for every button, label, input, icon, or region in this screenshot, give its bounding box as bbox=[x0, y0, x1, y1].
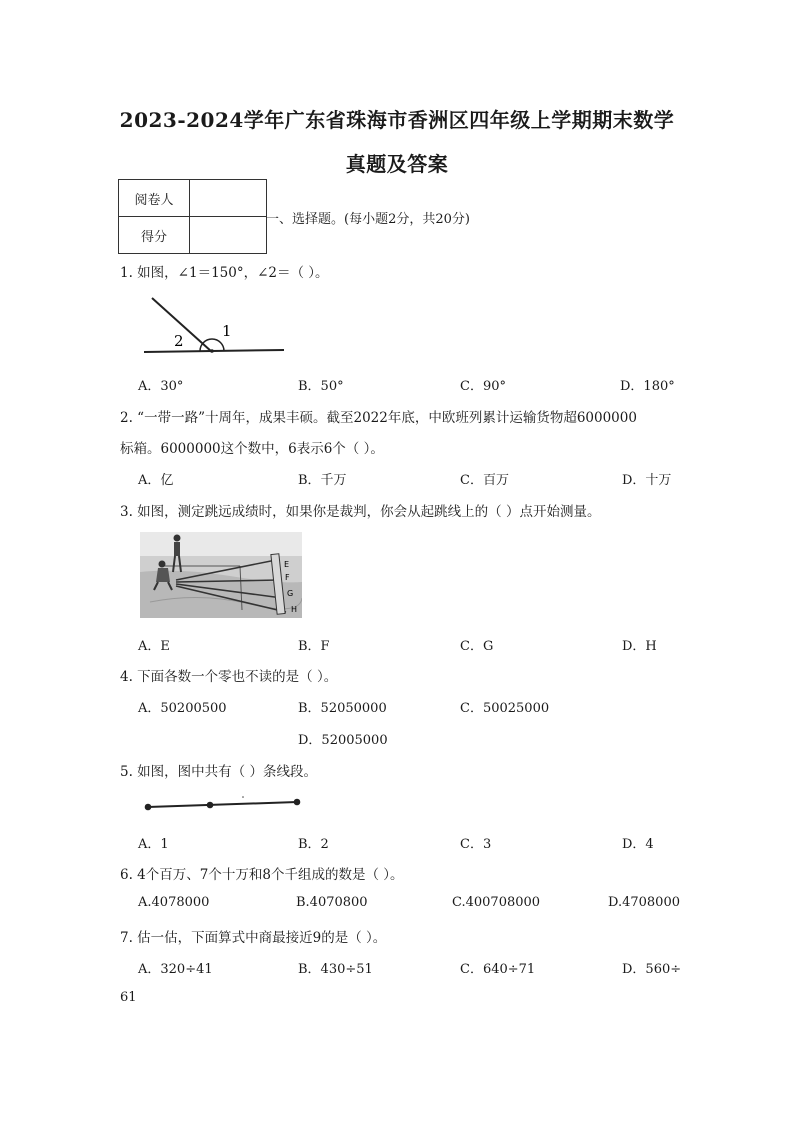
question-3: 3. 如图，测定跳远成绩时，如果你是裁判，你会从起跳线上的（ ）点开始测量。 bbox=[120, 504, 601, 520]
q6-option-c[interactable]: C.400708000 bbox=[452, 895, 541, 910]
q2-option-a[interactable]: A．亿 bbox=[138, 473, 174, 488]
q4-option-b[interactable]: B．52050000 bbox=[298, 701, 387, 716]
question-1: 1. 如图，∠1＝150°，∠2＝（ ）。 bbox=[120, 265, 329, 281]
q2-option-c[interactable]: C．百万 bbox=[460, 473, 509, 488]
q2-option-d[interactable]: D．十万 bbox=[622, 473, 672, 488]
section-heading: 一、选择题。(每小题2分，共20分) bbox=[266, 212, 470, 227]
q3-option-b[interactable]: B．F bbox=[298, 639, 330, 654]
q5-option-a[interactable]: A．1 bbox=[138, 837, 169, 852]
q6-option-d[interactable]: D.4708000 bbox=[608, 895, 680, 910]
angle-figure bbox=[140, 292, 290, 358]
reviewer-label: 阅卷人 bbox=[119, 180, 190, 217]
q4-option-a[interactable]: A．50200500 bbox=[138, 701, 227, 716]
q6-option-b[interactable]: B.4070800 bbox=[296, 895, 368, 910]
q5-option-b[interactable]: B．2 bbox=[298, 837, 329, 852]
page-title-line2: 真题及答案 bbox=[345, 152, 449, 176]
score-label: 得分 bbox=[119, 217, 190, 254]
q1-option-d[interactable]: D．180° bbox=[620, 379, 675, 394]
q5-option-c[interactable]: C．3 bbox=[460, 837, 492, 852]
question-2-line1: 2. “一带一路”十周年，成果丰硕。截至2022年底，中欧班列累计运输货物超6000000 bbox=[120, 410, 637, 426]
q2-option-b[interactable]: B．千万 bbox=[298, 473, 347, 488]
long-jump-photo bbox=[140, 532, 302, 618]
q7-option-c[interactable]: C．640÷71 bbox=[460, 962, 536, 977]
point-h-label: H bbox=[291, 605, 298, 614]
reviewer-cell bbox=[190, 180, 267, 217]
question-5: 5. 如图，图中共有（ ）条线段。 bbox=[120, 764, 317, 780]
q3-option-c[interactable]: C．G bbox=[460, 639, 494, 654]
q7-option-a[interactable]: A．320÷41 bbox=[138, 962, 213, 977]
q7-option-b[interactable]: B．430÷51 bbox=[298, 962, 373, 977]
angle-2-label: 2 bbox=[174, 332, 184, 350]
page-title: 2023-2024学年广东省珠海市香洲区四年级上学期期末数学 bbox=[119, 108, 675, 132]
question-2-line2: 标箱。6000000这个数中，6表示6个（ ）。 bbox=[120, 441, 384, 457]
q1-option-c[interactable]: C．90° bbox=[460, 379, 506, 394]
q7-option-d-wrap: 61 bbox=[120, 990, 137, 1005]
question-7: 7. 估一估，下面算式中商最接近9的是（ ）。 bbox=[120, 930, 387, 946]
question-6: 6. 4个百万、7个十万和8个千组成的数是（ ）。 bbox=[120, 867, 404, 883]
q7-option-d[interactable]: D．560÷ bbox=[622, 962, 682, 977]
q1-option-a[interactable]: A．30° bbox=[138, 379, 184, 394]
q4-option-d[interactable]: D．52005000 bbox=[298, 733, 388, 748]
q3-option-d[interactable]: D．H bbox=[622, 639, 657, 654]
q6-option-a[interactable]: A.4078000 bbox=[138, 895, 210, 910]
q3-option-a[interactable]: A．E bbox=[138, 639, 170, 654]
q1-option-b[interactable]: B．50° bbox=[298, 379, 344, 394]
score-table bbox=[118, 179, 267, 254]
angle-1-label: 1 bbox=[222, 322, 232, 340]
q4-option-c[interactable]: C．50025000 bbox=[460, 701, 550, 716]
point-g-label: G bbox=[287, 589, 294, 598]
point-e-label: E bbox=[284, 560, 290, 569]
point-f-label: F bbox=[285, 573, 290, 582]
score-cell bbox=[190, 217, 267, 254]
question-4: 4. 下面各数一个零也不读的是（ ）。 bbox=[120, 669, 338, 685]
q5-option-d[interactable]: D．4 bbox=[622, 837, 654, 852]
segment-figure bbox=[140, 794, 304, 814]
